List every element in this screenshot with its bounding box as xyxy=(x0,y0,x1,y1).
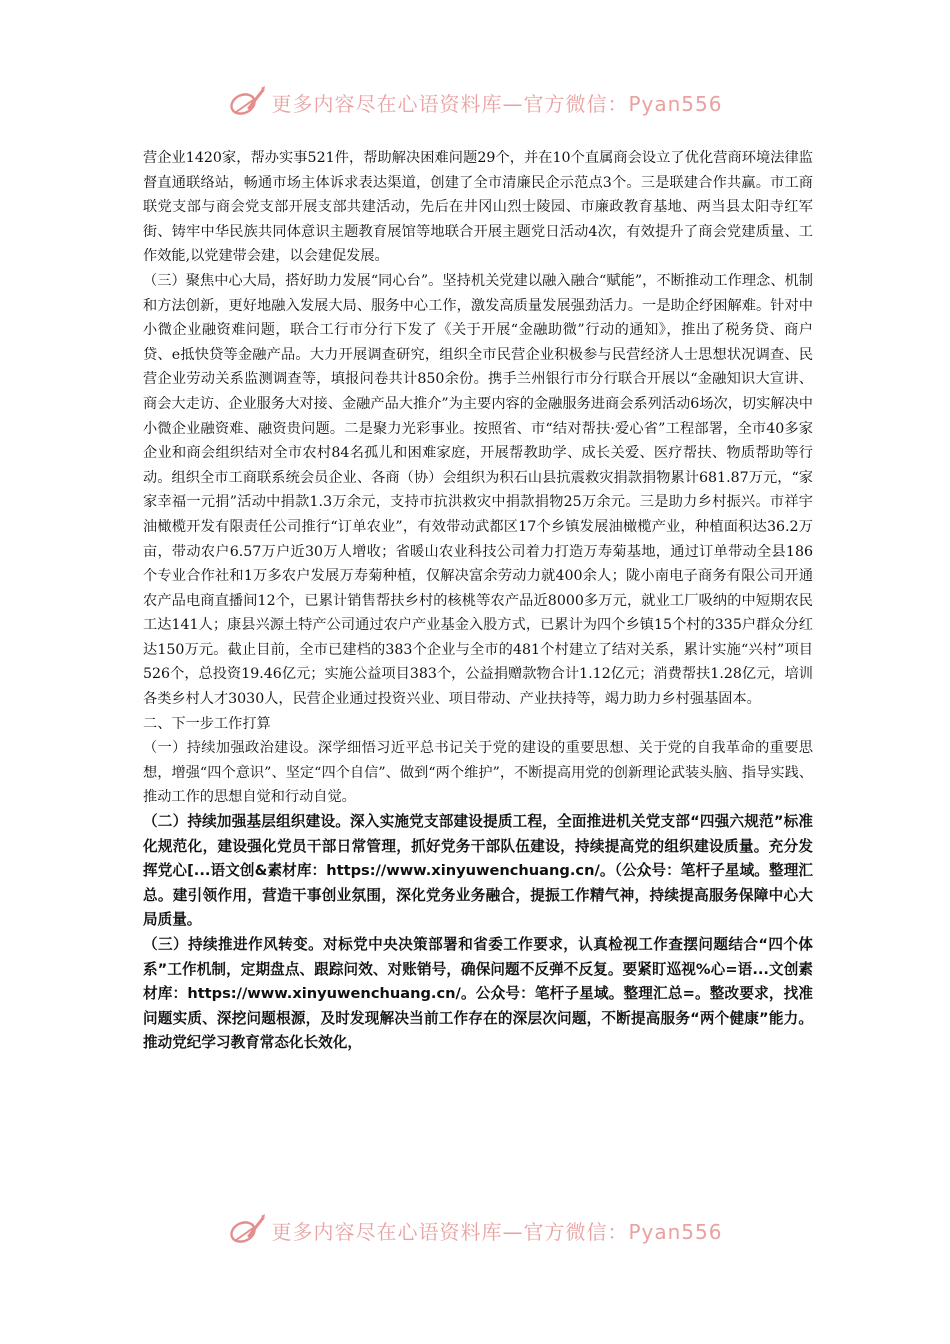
paragraph-political-building: （一）持续加强政治建设。深学细悟习近平总书记关于党的建设的重要思想、关于党的自我革命的重要思想，增强“四个意识”、坚定“四个自信”、做到“两个维护”，不断提高用党的创新理论武装头脑、指导实践、推动工作的思想自觉和行动自觉。 xyxy=(143,740,813,806)
paragraph-section-three: （三）聚焦中心大局，搭好助力发展“同心台”。坚持机关党建以融入融合“赋能”，不断推动工作理念、机制和方法创新，更好地融入发展大局、服务中心工作，激发高质量发展强劲活力。一是助企纾困解难。针对中小微企业融资难问题，联合工行市分行下发了《关于开展“金融助微”行动的通知》，推出了税务贷、商户贷、e抵快贷等金融产品。大力开展调查研究，组织全市民营企业积极参与民营经济人士思想状况调查、民营企业劳动关系监测调查等，填报问卷共计850余份。携手兰州银行市分行联合开展以“金融知识大宣讲、商会大走访、企业服务大对接、金融产品大推介”为主要内容的金融服务进商会系列活动6场次，切实解决中小微企业融资难、融资贵问题。二是聚力光彩事业。按照省、市“结对帮扶·爱心省”工程部署，全市40多家企业和商会组织结对全市农村84名孤儿和困难家庭，开展帮教助学、成长关爱、医疗帮扶、物质帮助等行动。组织全市工商联系统会员企业、各商（协）会组织为积石山县抗震救灾捐款捐物累计681.87万元，“家家幸福一元捐”活动中捐款1.3万余元，支持市抗洪救灾中捐款捐物25万余元。三是助力乡村振兴。市祥宇油橄榄开发有限责任公司推行“订单农业”，有效带动武都区17个乡镇发展油橄榄产业，种植面积达36.2万亩，带动农户6.57万户近30万人增收；省暖山农业科技公司着力打造万寿菊基地，通过订单带动全县186个专业合作社和1万多农户发展万寿菊种植，仅解决富余劳动力就400余人；陇小南电子商务有限公司开通农产品电商直播间12个，已累计销售帮扶乡村的核桃等农产品近8000多万元，就业工厂吸纳的中短期农民工达141人；康县兴源土特产公司通过农户产业基金入股方式，已累计为四个乡镇15个村的335户群众分红达150万元。截止目前，全市已建档的383个企业与全市的481个村建立了结对关系，累计实施“兴村”项目526个，总投资19.46亿元；实施公益项目383个，公益捐赠款物合计1.12亿元；消费帮扶1.28亿元，培训各类乡村人才3030人，民营企业通过投资兴业、项目带动、产业扶持等，竭力助力乡村强基固本。 xyxy=(143,272,813,708)
document-body xyxy=(143,146,813,1056)
pen-scribble-logo xyxy=(227,82,267,122)
footer-watermark-banner xyxy=(0,1208,950,1252)
header-watermark-banner xyxy=(0,80,950,124)
paragraph-continuation: 营企业1420家，帮办实事521件，帮助解决困难问题29个，并在10个直属商会设立了优化营商环境法律监督直通联络站，畅通市场主体诉求表达渠道，创建了全市清廉民企示范点3个。三是联建合作共赢。市工商联党支部与商会党支部开展支部共建活动，先后在井冈山烈士陵园、市廉政教育基地、两当县太阳寺红军街、铸牢中华民族共同体意识主题教育展馆等地联合开展主题党日活动4次，有效提升了商会党建质量、工作效能,以党建带会建，以会建促发展。 xyxy=(143,150,813,265)
heading-next-steps: 二、下一步工作打算 xyxy=(143,715,271,732)
banner-text: 更多内容尽在心语资料库—官方微信：Pyan556 xyxy=(271,91,723,116)
banner-text: 更多内容尽在心语资料库—官方微信：Pyan556 xyxy=(271,1219,723,1244)
pen-scribble-logo xyxy=(227,1210,267,1250)
paragraph-grassroots-building: （二）持续加强基层组织建设。深入实施党支部建设提质工程，全面推进机关党支部“四强六规范”标准化规范化，建设强化党员干部日常管理，抓好党务干部队伍建设，持续提高党的组织建设质量。充分发挥党心[...语文创&素材库：https://www.xinyuwenchuang.cn/。（公众号：笔杆子星域。整理汇总。建引领作用，营造干事创业氛围，深化党务业务融合，提振工作精气神，持续提高服务保障中心大局质量。 xyxy=(143,813,813,929)
paragraph-work-style: （三）持续推进作风转变。对标党中央决策部署和省委工作要求，认真检视工作查摆问题结合“四个体系”工作机制，定期盘点、跟踪问效、对账销号，确保问题不反弹不反复。要紧盯巡视%心=语...文创素材库：https://www.xinyuwenchuang.cn/。公众号：笔杆子星域。整理汇总=。整改要求，找准问题实质、深挖问题根源，及时发现解决当前工作存在的深层次问题，不断提高服务“两个健康”能力。推动党纪学习教育常态化长效化， xyxy=(143,936,813,1052)
